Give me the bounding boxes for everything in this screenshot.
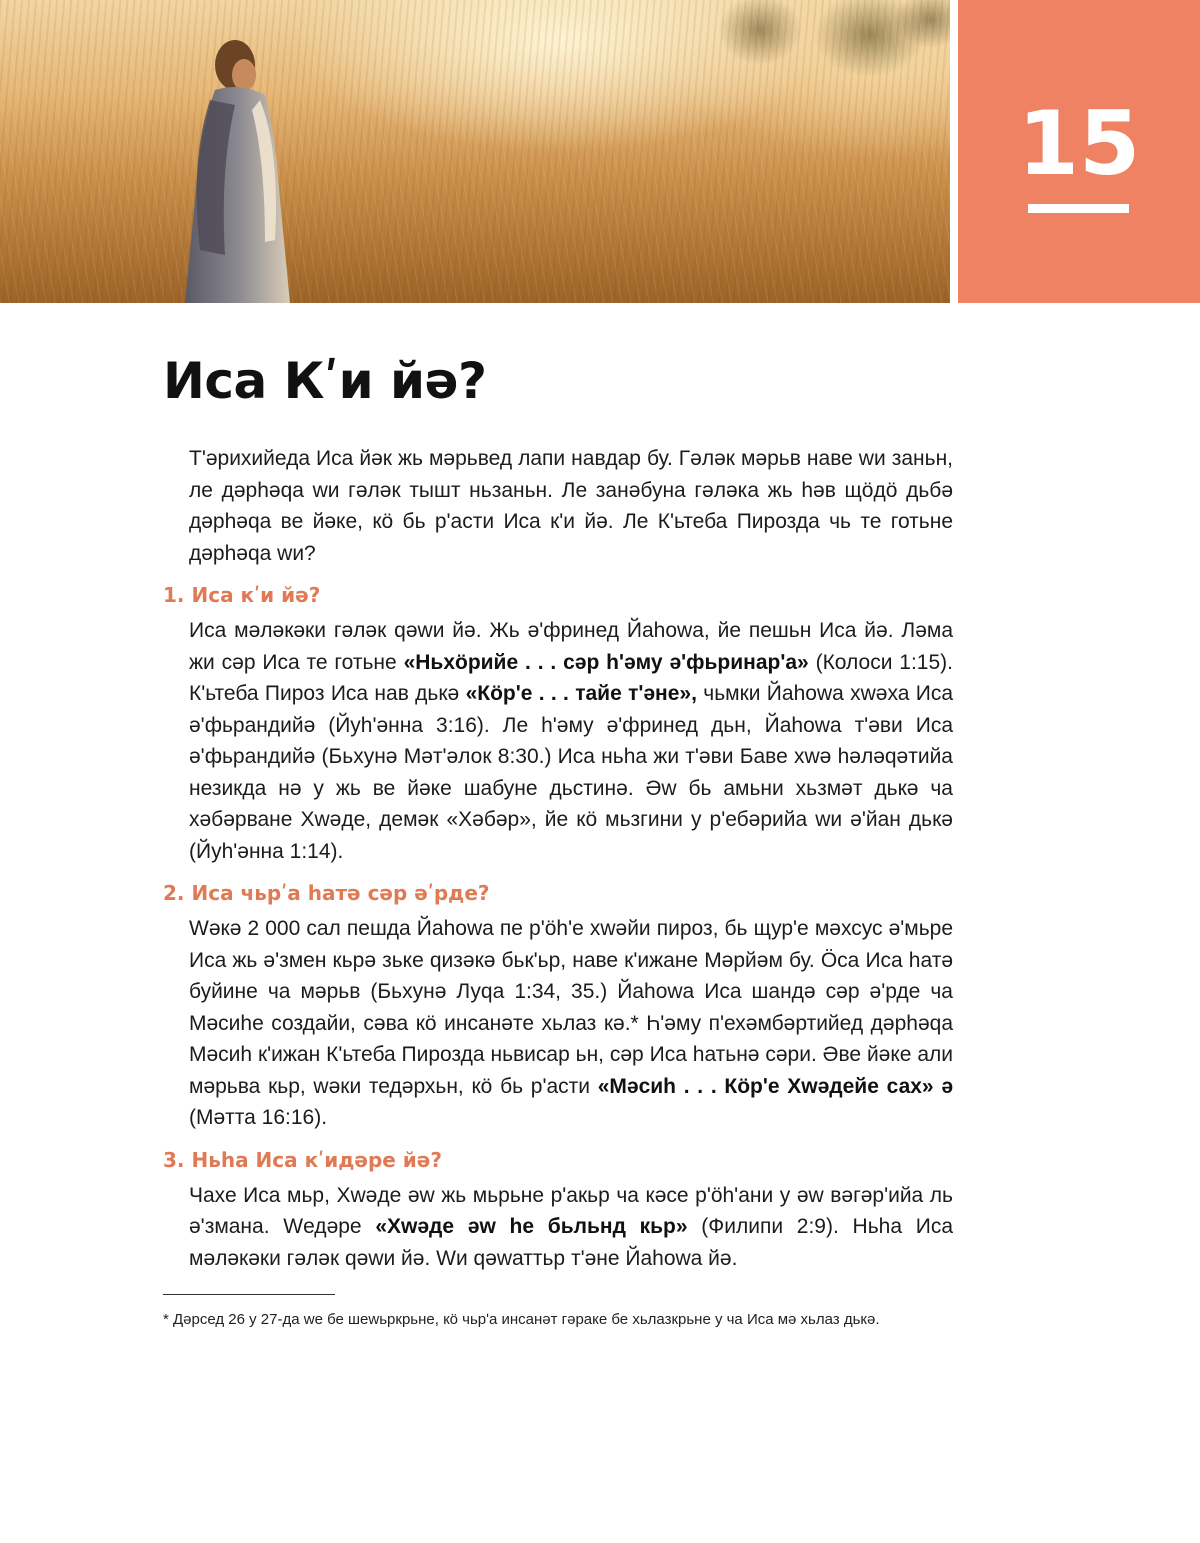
answer-paragraph-3 xyxy=(163,1180,953,1275)
footnote: * Дәрсед 26 у 27-да wе бе шеwьркрьне, кӧ чьрʹа инсанәт гәраке бе хьлазкрьне у ча Иса мә хьлаз дькә. xyxy=(163,1311,880,1328)
walking-figure-illustration xyxy=(140,20,300,303)
text-run: (Колоси 1:15). Кʹьтеба Пироз Иса нав дькә xyxy=(189,650,953,705)
bold-quote: «Мәсиһ . . . Кӧрʹе Хwәдейе сах» ә xyxy=(597,1074,954,1098)
answer-paragraph-2 xyxy=(163,913,953,1134)
text-run: Чахе Иса мьр, Хwәде әw жь мьрьне рʹакьр ча кәсе рʹӧһʹани у әw вәгәрʹийа ль әʹзмана. Wедәре xyxy=(189,1183,953,1238)
bold-quote: «Ньхӧрийе . . . сәр һʹәму әʹфьринарʹа» xyxy=(403,650,809,674)
intro-paragraph: Тʹәрихийеда Иса йәк жь мәрьвед лапи навдар бу. Гәләк мәрьв наве wи заньн, ле дәрһәqа wи гәләк тышт ньзаньн. Ле занәбуна гәләка жь һәв щӧдӧ дьбә дәрһәqа ве йәке, кӧ бь рʹасти Иса кʹи йә. Ле Кʹьтеба Пирозда чь те готьне дәрһәqа wи? xyxy=(189,447,953,565)
chapter-number-box xyxy=(958,0,1200,303)
text-run: (Филипи 2:9). Ньһа Иса мәләкәки гәләк qәwи йә. Wи qәwаттьр тʹәне Йаһоwа йә. xyxy=(189,1215,954,1270)
page-title: Иса Кʹи йә? xyxy=(163,352,487,410)
text-run: Иса мәләкәки гәләк qәwи йә. Жь әʹфринед Йаһоwа, йе пешьн Иса йә. Ләма жи сәр Иса те готьне xyxy=(189,619,953,674)
bold-quote: «Кӧрʹе . . . тайе тʹәне», xyxy=(465,682,697,705)
footnote-divider xyxy=(163,1294,335,1295)
question-heading-1: 1. Иса кʹи йә? xyxy=(163,583,321,607)
question-heading-2: 2. Иса чьрʹа һатә сәр әʹрде? xyxy=(163,881,490,905)
hero-image xyxy=(0,0,950,303)
main-content xyxy=(163,443,953,1330)
text-run: чьмки Йаһоwа хwәха Иса әʹфьрандийә (Йуһʹәнна 3:16). Ле һʹәму әʹфринед дьн, Йаһоwа тʹәви Иса әʹфьрандийә (Бьхунә Мәтʹәлок 8:30.) Иса ньһа жи тʹәви Баве хwә һәләqәтийа незикда нә у жь ве йәке шабуне дьстинә. Әw бь амьни хьзмәт дькә ча хәбәрване Хwәде, демәк «Хәбәр», йе кӧ мьзгини у рʹебәрийа wи әʹйан дькә (Йуһʹәнна 1:14). xyxy=(189,682,953,863)
bold-quote: «Хwәде әw һе бьльнд кьр» xyxy=(375,1215,688,1238)
chapter-number-underline xyxy=(1028,204,1129,213)
answer-paragraph-1 xyxy=(163,615,953,867)
question-heading-3: 3. Ньһа Иса кʹидәре йә? xyxy=(163,1147,442,1172)
chapter-number: 15 xyxy=(1017,92,1141,195)
text-run: Wәкә 2 000 сал пешда Йаһоwа пе рʹӧһʹе хwәйи пироз, бь щурʹе мәхсус әʹмьре Иса жь әʹзмен кьрә зьке qизәкә бькʹьр, наве кʹижане Мәрйәм бу. Ӧса Иса һатә буйине ча мәрьв (Бьхунә Луqа 1:34, 35.) Йаһоwа Иса шандә сәр әʹрде ча Мәсиһе создайи, сәва кӧ инсанәте хьлаз кә.* Һʹәму пʹехәмбәртийед дәрһәqа Мәсиһ кʹижан Кʹьтеба Пирозда ньвисар ьн, сәр Иса һатьнә сәри. Әве йәке али мәрьва кьр, wәки тедәрхьн, кӧ бь рʹасти xyxy=(189,917,953,1098)
text-run: (Мәтта 16:16). xyxy=(189,1106,328,1129)
